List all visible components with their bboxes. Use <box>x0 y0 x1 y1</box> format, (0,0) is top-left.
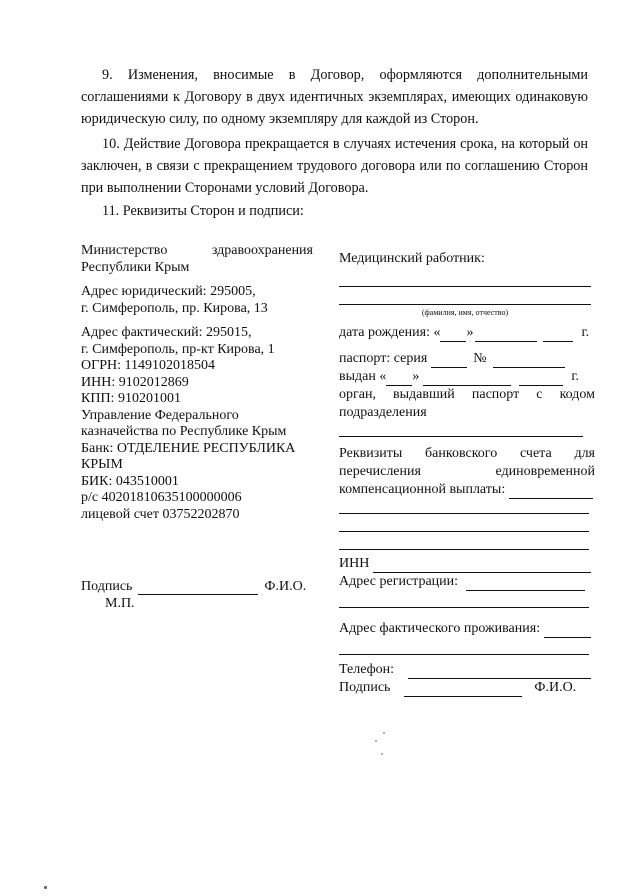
reg-address-field-2[interactable] <box>339 607 589 608</box>
bank-account-field-1[interactable] <box>509 485 593 499</box>
stamp-label: М.П. <box>105 596 135 611</box>
reg-address-label: Адрес регистрации: <box>339 574 459 589</box>
bank-req-line2: перечисления единовременной <box>339 464 595 479</box>
issued-label: выдан « <box>339 369 387 384</box>
worker-signature-line[interactable] <box>404 683 522 697</box>
actual-address-line2: г. Симферополь, пр-кт Кирова, 1 <box>81 341 275 357</box>
birth-month-field[interactable] <box>475 328 537 342</box>
issued-row <box>339 368 595 386</box>
bank-line1: Банк: ОТДЕЛЕНИЕ РЕСПУБЛИКА <box>81 440 296 456</box>
actual-address-line1: Адрес фактический: 295015, <box>81 325 252 340</box>
scan-speck <box>381 753 383 755</box>
name-caption: (фамилия, имя, отчество) <box>421 308 509 317</box>
actual-address-field[interactable] <box>544 624 591 638</box>
kpp: КПП: 910201001 <box>81 391 181 406</box>
org-name-line2: Республики Крым <box>81 259 190 275</box>
signature-line[interactable] <box>138 581 258 595</box>
employer-signature <box>81 578 313 612</box>
sign-label: Подпись <box>81 579 133 594</box>
birth-year-field[interactable] <box>543 328 573 342</box>
bank-req-line3: компенсационной выплаты: <box>339 482 506 497</box>
phone-row <box>339 661 591 679</box>
paragraph-10: 10. Действие Договора прекращается в случаях истечения срока, на который он заключен, в связи с прекращением трудового договора или по соглашению Сторон при выполнении Сторонами условий Договора. <box>81 136 588 196</box>
personal-account: лицевой счет 03752202870 <box>81 506 240 522</box>
birth-year-suffix: г. <box>581 325 590 340</box>
birth-label: дата рождения: « <box>339 325 441 340</box>
worker-inn-label: ИНН <box>339 556 370 571</box>
issued-close: » <box>412 369 420 384</box>
passport-series-field[interactable] <box>431 354 467 368</box>
passport-series-label: паспорт: серия <box>339 351 428 366</box>
worker-inn-field[interactable] <box>373 559 591 573</box>
bank-req-row <box>339 481 593 499</box>
worker-requisites <box>339 250 595 697</box>
issued-month-field[interactable] <box>423 372 511 386</box>
worker-sign-label: Подпись <box>339 680 391 695</box>
reg-address-field[interactable] <box>466 577 585 591</box>
treasury-line1: Управление Федерального <box>81 407 239 423</box>
paragraph-11: 11. Реквизиты Сторон и подписи: <box>102 203 304 219</box>
issued-year-suffix: г. <box>571 369 580 384</box>
organ-line1: орган, выдавший паспорт с кодом <box>339 387 595 402</box>
phone-label: Телефон: <box>339 662 395 677</box>
worker-title: Медицинский работник: <box>339 251 485 266</box>
paragraph-9: 9. Изменения, вносимые в Договор, оформляются дополнительными соглашениями к Договору в двух идентичных экземплярах, имеющих одинаковую юридическую силу, по одному экземпляру для каждой из Сторон. <box>81 67 588 127</box>
birth-day-field[interactable] <box>440 328 466 342</box>
worker-inn-row <box>339 555 591 573</box>
issued-day-field[interactable] <box>386 372 412 386</box>
worker-signature-row <box>339 679 591 697</box>
legal-address-line1: Адрес юридический: 295005, <box>81 284 256 299</box>
organ-field[interactable] <box>339 436 583 437</box>
organ-line2: подразделения <box>339 405 427 420</box>
legal-address-line2: г. Симферополь, пр. Кирова, 13 <box>81 300 268 316</box>
fio-label: Ф.И.О. <box>264 579 307 594</box>
actual-address-label: Адрес фактического проживания: <box>339 621 541 636</box>
bank-line2: КРЫМ <box>81 457 123 472</box>
passport-row <box>339 350 595 368</box>
issued-year-field[interactable] <box>519 372 563 386</box>
org-name-line1: Министерство здравоохранения <box>81 243 313 258</box>
settlement-account: р/с 40201810635100000006 <box>81 490 242 505</box>
ogrn: ОГРН: 1149102018504 <box>81 358 215 373</box>
name-line-2[interactable] <box>339 304 591 305</box>
passport-number-field[interactable] <box>493 354 565 368</box>
passport-no-label: № <box>473 351 487 366</box>
scan-speck <box>44 886 47 889</box>
bik: БИК: 043510001 <box>81 473 179 489</box>
actual-address-field-2[interactable] <box>339 654 589 655</box>
bank-req-line1: Реквизиты банковского счета для <box>339 446 595 461</box>
bank-account-field-4[interactable] <box>339 549 589 550</box>
birth-date-row <box>339 324 595 342</box>
treasury-line2: казначейства по Республике Крым <box>81 424 287 439</box>
worker-fio-label: Ф.И.О. <box>534 680 577 695</box>
inn: ИНН: 9102012869 <box>81 374 189 390</box>
birth-close: » <box>466 325 474 340</box>
actual-address-row <box>339 620 591 638</box>
phone-field[interactable] <box>408 665 591 679</box>
scan-speck <box>375 740 377 742</box>
reg-address-row <box>339 573 585 591</box>
employer-requisites <box>81 243 313 523</box>
scan-speck <box>383 732 385 734</box>
